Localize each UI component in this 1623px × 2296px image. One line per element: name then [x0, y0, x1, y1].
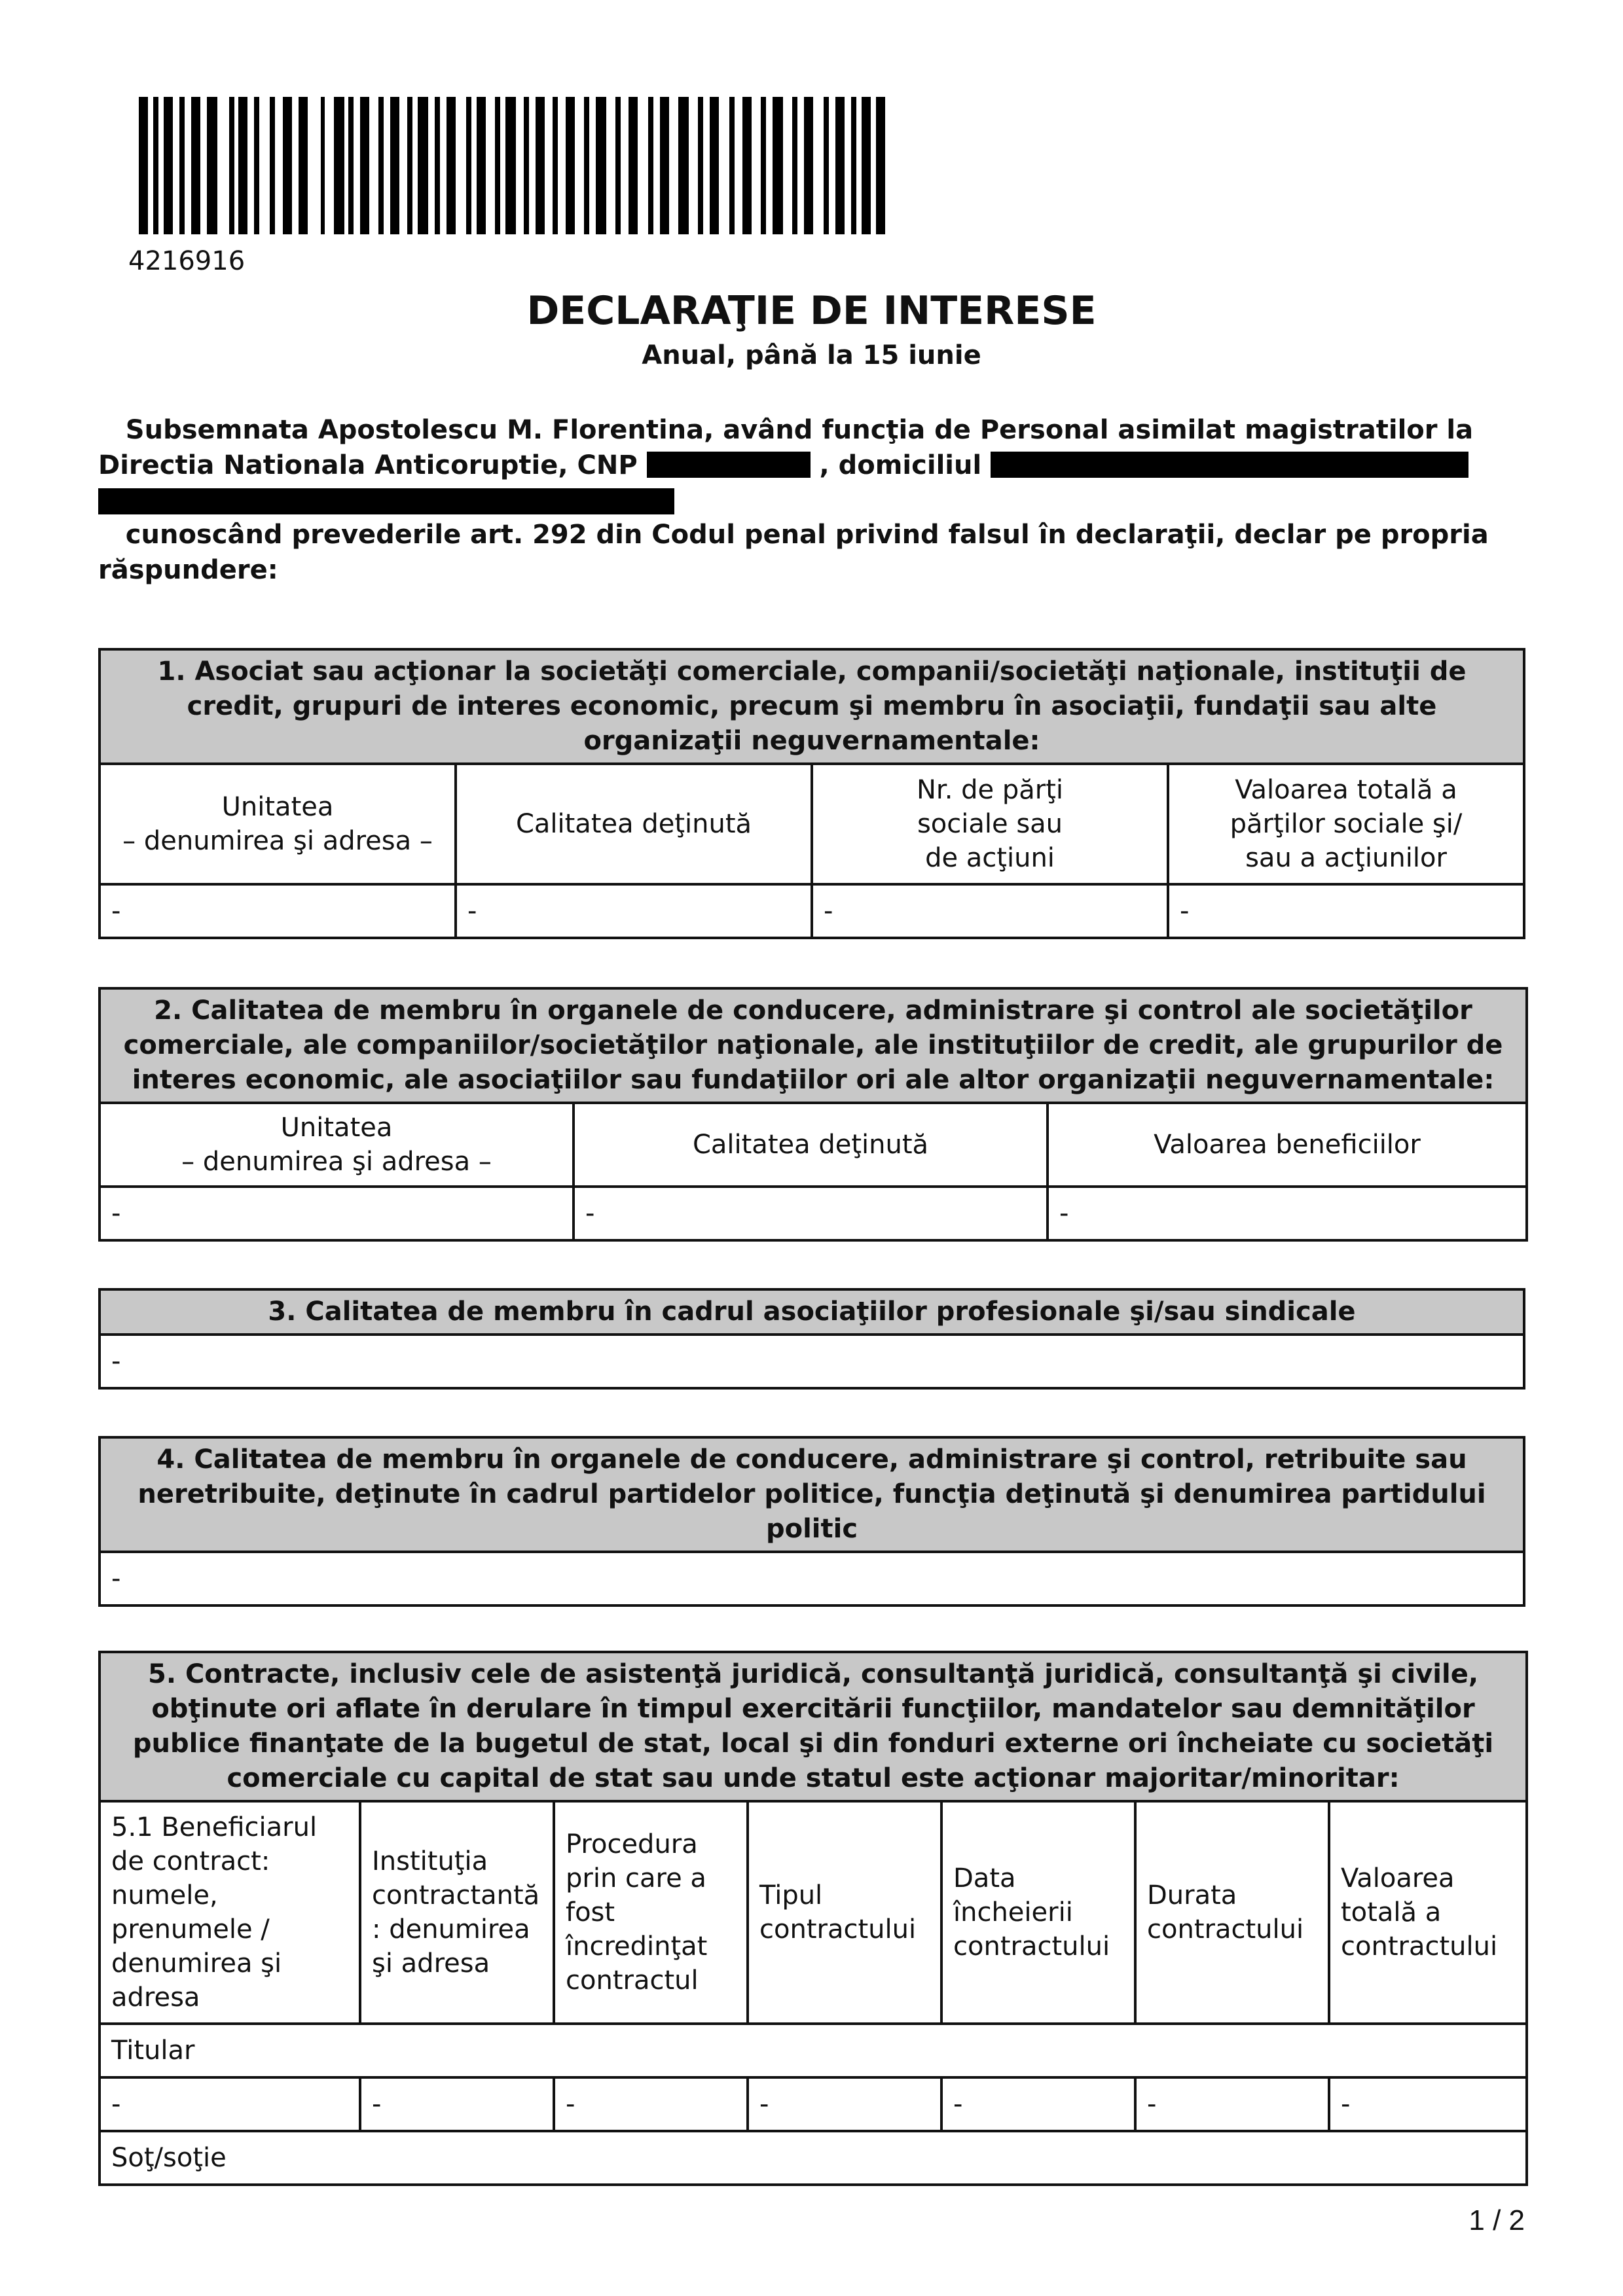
table-cell: - — [1048, 1187, 1527, 1240]
col-line: fost — [566, 1897, 615, 1928]
col-line: Unitatea — [280, 1113, 393, 1143]
section-5-title: 5. Contracte, inclusiv cele de asistenţă juridică, consultanţă juridică, consultanţă şi civile, obţinute ori aflate în derulare în timpul exercitării funcţiilor, mandatelor sau demnităţilor publice finanţate de la bugetul de stat, local şi din fonduri externe ori încheiate cu societăţi comerciale cu capital de stat sau unde statul este acţionar majoritar/minoritar: — [100, 1652, 1527, 1801]
table-cell: - — [1135, 2077, 1329, 2131]
col-line: Valoarea totală a — [1235, 775, 1457, 805]
table-cell: - — [360, 2077, 554, 2131]
page-number: 1 / 2 — [1468, 2204, 1525, 2236]
document-id: 4216916 — [128, 246, 246, 276]
table-row — [100, 2077, 1527, 2131]
table-cell: - — [941, 2077, 1135, 2131]
col-line: contractului — [1147, 1914, 1304, 1945]
col-line: Calitatea deţinută — [515, 809, 752, 839]
col-line: contractului — [759, 1914, 917, 1945]
col-line: contractului — [1341, 1931, 1498, 1962]
table-cell: - — [100, 1187, 574, 1240]
col-line: prenumele / — [111, 1914, 270, 1945]
declarant-text: Subsemnata Apostolescu M. Florentina, având funcţia de Personal asimilat magistratilor la Directia Nationala Anticoruptie, CNP — [98, 415, 1474, 480]
section-1-table — [98, 648, 1525, 939]
section-2-title: 2. Calitatea de membru în organele de conducere, administrare şi control ale societăţilor comerciale, ale companiilor/societăţilor naţionale, ale instituţiilor de credit, ale grupurilor de interes economic, ale asociaţiilor sau fundaţiilor ori ale altor organizaţii neguvernamentale: — [100, 988, 1527, 1103]
table-cell: - — [1168, 884, 1524, 938]
table-row — [100, 2131, 1527, 2185]
section-5-col-beneficiary — [100, 1801, 360, 2024]
table-row — [100, 884, 1524, 938]
page-title: DECLARAŢIE DE INTERESE — [526, 288, 1097, 334]
row-label-spouse: Soţ/soţie — [100, 2131, 1527, 2185]
domicile-label: , domiciliul — [819, 450, 982, 480]
section-5-col-date — [941, 1801, 1135, 2024]
col-line: contractantă — [372, 1880, 540, 1910]
redacted-cnp — [647, 452, 811, 478]
section-4-table — [98, 1436, 1525, 1607]
section-5-col-value — [1329, 1801, 1527, 2024]
redacted-address — [991, 452, 1468, 478]
section-5-table — [98, 1651, 1528, 2186]
table-cell: - — [100, 2077, 360, 2131]
col-line: totală a — [1341, 1897, 1442, 1928]
declaration-text: cunoscând prevederile art. 292 din Codul penal privind falsul în declaraţii, declar pe propria răspundere: — [98, 520, 1489, 585]
declarant-statement — [98, 412, 1525, 514]
col-line: Procedura — [566, 1829, 698, 1859]
table-cell: - — [100, 1552, 1524, 1605]
col-line: Data — [953, 1863, 1016, 1893]
col-line: sau a acţiunilor — [1245, 843, 1447, 873]
section-5-col-type — [748, 1801, 941, 2024]
col-line: sociale sau — [917, 809, 1063, 839]
section-5-col-institution — [360, 1801, 554, 2024]
section-2-col-unit — [100, 1103, 574, 1187]
section-5-col-duration — [1135, 1801, 1329, 2024]
col-line: Unitatea — [221, 792, 334, 822]
col-line: Nr. de părţi — [917, 775, 1063, 805]
col-line: Instituţia — [372, 1846, 488, 1876]
section-1-col-unit — [100, 764, 456, 884]
col-line: Durata — [1147, 1880, 1237, 1910]
col-line: denumirea şi — [111, 1948, 282, 1979]
col-line: de acţiuni — [925, 843, 1055, 873]
table-cell: - — [554, 2077, 748, 2131]
table-cell: - — [100, 1335, 1524, 1388]
col-line: de contract: — [111, 1846, 270, 1876]
col-line: Valoarea — [1341, 1863, 1455, 1893]
col-line: prin care a — [566, 1863, 706, 1893]
col-line: – denumirea şi adresa – — [122, 826, 433, 856]
col-line: Calitatea deţinută — [692, 1130, 929, 1160]
table-cell: - — [1329, 2077, 1527, 2131]
table-cell: - — [812, 884, 1168, 938]
col-line: – denumirea şi adresa – — [181, 1147, 492, 1177]
col-line: : denumirea — [372, 1914, 530, 1945]
col-line: contractul — [566, 1965, 699, 1996]
barcode — [139, 97, 885, 234]
col-line: încheierii — [953, 1897, 1073, 1928]
row-label-titular: Titular — [100, 2024, 1527, 2077]
section-1-col-shares — [812, 764, 1168, 884]
section-4-title: 4. Calitatea de membru în organele de conducere, administrare şi control, retribuite sau neretribuite, deţinute în cadrul partidelor politice, funcţia deţinută şi denumirea partidului politic — [100, 1437, 1524, 1552]
section-2-col-role — [574, 1103, 1048, 1187]
table-row — [100, 1335, 1524, 1388]
section-1-col-role — [456, 764, 812, 884]
col-line: contractului — [953, 1931, 1110, 1962]
section-5-col-procedure — [554, 1801, 748, 2024]
redacted-address-continued — [98, 488, 674, 514]
table-row — [100, 1187, 1527, 1240]
section-1-title: 1. Asociat sau acţionar la societăţi comerciale, companii/societăţi naţionale, instituţii de credit, grupuri de interes economic, precum şi membru în asociaţii, fundaţii sau alte organizaţii neguvernamentale: — [100, 649, 1524, 764]
col-line: 5.1 Beneficiarul — [111, 1812, 318, 1842]
col-line: părţilor sociale şi/ — [1230, 809, 1463, 839]
col-line: încredinţat — [566, 1931, 708, 1962]
col-line: numele, — [111, 1880, 218, 1910]
section-1-col-value — [1168, 764, 1524, 884]
col-line: şi adresa — [372, 1948, 490, 1979]
table-cell: - — [574, 1187, 1048, 1240]
declaration-statement — [98, 517, 1525, 588]
table-row — [100, 1552, 1524, 1605]
table-cell: - — [748, 2077, 941, 2131]
table-row — [100, 2024, 1527, 2077]
section-3-title: 3. Calitatea de membru în cadrul asociaţiilor profesionale şi/sau sindicale — [100, 1289, 1524, 1335]
section-3-table — [98, 1288, 1525, 1390]
table-cell: - — [456, 884, 812, 938]
col-line: Valoarea beneficiilor — [1154, 1130, 1421, 1160]
section-2-col-benefits — [1048, 1103, 1527, 1187]
table-cell: - — [100, 884, 456, 938]
page-subtitle: Anual, până la 15 iunie — [642, 340, 981, 370]
col-line: adresa — [111, 1982, 200, 2013]
col-line: Tipul — [759, 1880, 823, 1910]
section-2-table — [98, 987, 1528, 1242]
